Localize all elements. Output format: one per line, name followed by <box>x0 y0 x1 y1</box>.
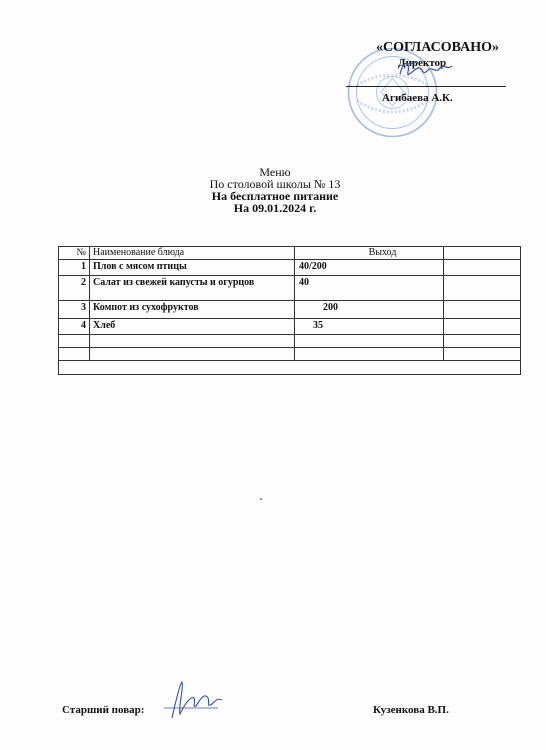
signature-line <box>346 86 506 87</box>
approver-position: Директор <box>398 57 447 69</box>
dish-name: Салат из свежей капусты и огурцов <box>90 276 295 301</box>
dish-name: Плов с мясом птицы <box>90 260 295 276</box>
menu-date: На 09.01.2024 г. <box>233 201 317 215</box>
empty-cell <box>444 301 521 319</box>
table-row <box>59 319 521 335</box>
header-number: № <box>59 247 90 260</box>
header-dish-name: Наименование блюда <box>90 247 295 260</box>
free-meals-line: На бесплатное питание <box>211 189 339 203</box>
row-number: 1 <box>59 260 90 276</box>
menu-title: Меню <box>259 165 291 179</box>
dish-output: 40/200 <box>295 260 444 276</box>
empty-table-row <box>59 335 521 348</box>
empty-table-row <box>59 361 521 375</box>
approval-block <box>340 36 530 146</box>
scan-speck <box>260 498 262 500</box>
empty-cell <box>444 276 521 301</box>
header-output: Выход <box>295 247 444 260</box>
empty-cell <box>444 260 521 276</box>
dish-output: 200 <box>295 301 444 319</box>
dish-output: 40 <box>295 276 444 301</box>
table-row <box>59 276 521 301</box>
row-number: 2 <box>59 276 90 301</box>
table-row <box>59 260 521 276</box>
menu-title-block <box>150 166 400 214</box>
empty-cell <box>444 319 521 335</box>
header-extra <box>444 247 521 260</box>
cook-signature <box>162 678 224 722</box>
dish-name: Хлеб <box>90 319 295 335</box>
empty-table-row <box>59 348 521 361</box>
director-signature <box>396 56 456 84</box>
dish-name: Компот из сухофруктов <box>90 301 295 319</box>
cook-label: Старший повар: <box>62 704 145 716</box>
table-row <box>59 301 521 319</box>
school-line: По столовой школы № 13 <box>209 177 341 191</box>
menu-table <box>58 246 521 375</box>
approver-name: Агибаева А.К. <box>382 92 453 104</box>
row-number: 4 <box>59 319 90 335</box>
dish-output: 35 <box>295 319 444 335</box>
table-header-row <box>59 247 521 260</box>
row-number: 3 <box>59 301 90 319</box>
approval-heading: «СОГЛАСОВАНО» <box>376 40 499 55</box>
cook-name: Кузенкова В.П. <box>373 704 449 716</box>
